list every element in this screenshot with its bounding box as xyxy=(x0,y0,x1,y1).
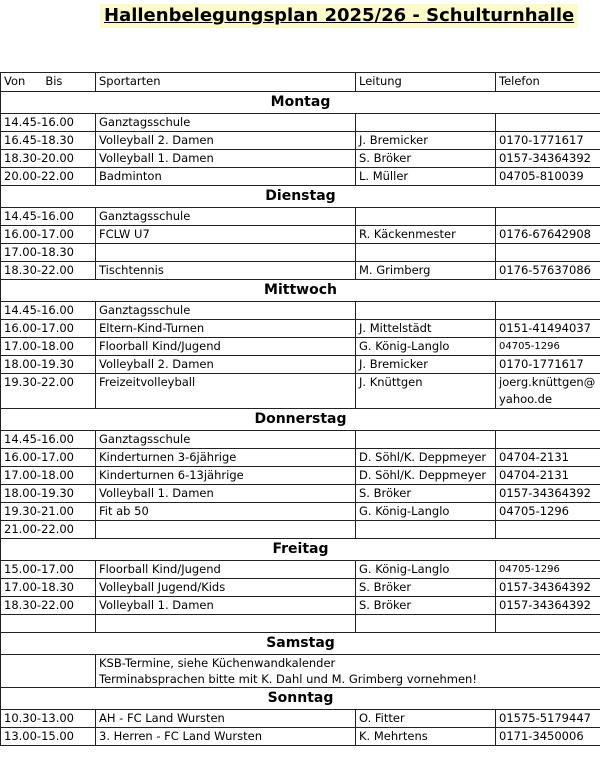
time-cell: 20.00-22.00 xyxy=(1,168,96,186)
sport-cell xyxy=(96,244,356,262)
samstag-note xyxy=(96,655,600,688)
telefon-cell: 0157-34364392 xyxy=(496,579,600,597)
header-von-bis xyxy=(1,73,96,92)
schedule-table xyxy=(0,72,600,746)
time-cell: 21.00-22.00 xyxy=(1,521,96,539)
sport-cell: Floorball Kind/Jugend xyxy=(96,561,356,579)
leitung-cell xyxy=(356,431,496,449)
leitung-cell: G. König-Langlo xyxy=(356,561,496,579)
telefon-cell xyxy=(496,521,600,539)
sport-cell: Tischtennis xyxy=(96,262,356,280)
telefon-cell: 04705-1296 xyxy=(496,503,600,521)
time-cell: 18.30-20.00 xyxy=(1,150,96,168)
day-header-freitag xyxy=(1,539,600,561)
schedule-body xyxy=(1,73,600,746)
schedule-row xyxy=(1,244,600,262)
time-cell: 19.30-21.00 xyxy=(1,503,96,521)
day-header-mittwoch xyxy=(1,280,600,302)
time-cell: 19.30-22.00 xyxy=(1,374,96,409)
day-title: Montag xyxy=(1,92,600,114)
sport-cell: Volleyball Jugend/Kids xyxy=(96,579,356,597)
time-cell: 17.00-18.30 xyxy=(1,244,96,262)
day-header-montag xyxy=(1,92,600,114)
sport-cell: Freizeitvolleyball xyxy=(96,374,356,409)
time-cell: 14.45-16.00 xyxy=(1,302,96,320)
schedule-row xyxy=(1,449,600,467)
time-cell: 17.00-18.00 xyxy=(1,467,96,485)
telefon-cell: 0157-34364392 xyxy=(496,597,600,615)
leitung-cell: D. Söhl/K. Deppmeyer xyxy=(356,449,496,467)
time-cell: 10.30-13.00 xyxy=(1,710,96,728)
schedule-row xyxy=(1,728,600,746)
sport-cell: Ganztagsschule xyxy=(96,302,356,320)
time-cell: 17.00-18.30 xyxy=(1,579,96,597)
sport-cell: FCLW U7 xyxy=(96,226,356,244)
day-header-dienstag xyxy=(1,186,600,208)
schedule-row xyxy=(1,467,600,485)
schedule-row xyxy=(1,431,600,449)
time-cell: 16.00-17.00 xyxy=(1,449,96,467)
schedule-row xyxy=(1,503,600,521)
schedule-row xyxy=(1,168,600,186)
leitung-cell: J. Knüttgen xyxy=(356,374,496,409)
day-title: Mittwoch xyxy=(1,280,600,302)
schedule-row xyxy=(1,150,600,168)
sport-cell: 3. Herren - FC Land Wursten xyxy=(96,728,356,746)
telefon-cell xyxy=(496,114,600,132)
leitung-cell: S. Bröker xyxy=(356,485,496,503)
leitung-cell: D. Söhl/K. Deppmeyer xyxy=(356,467,496,485)
leitung-cell: L. Müller xyxy=(356,168,496,186)
telefon-cell: 0157-34364392 xyxy=(496,150,600,168)
leitung-cell: O. Fitter xyxy=(356,710,496,728)
schedule-row xyxy=(1,226,600,244)
telefon-cell: 0170-1771617 xyxy=(496,132,600,150)
time-cell: 14.45-16.00 xyxy=(1,208,96,226)
schedule-row xyxy=(1,302,600,320)
sport-cell: Volleyball 2. Damen xyxy=(96,356,356,374)
schedule-row xyxy=(1,208,600,226)
sport-cell: Ganztagsschule xyxy=(96,208,356,226)
time-cell: 17.00-18.00 xyxy=(1,338,96,356)
telefon-cell: 04704-2131 xyxy=(496,467,600,485)
header-leitung: Leitung xyxy=(356,73,496,92)
day-title: Dienstag xyxy=(1,186,600,208)
leitung-cell xyxy=(356,114,496,132)
sport-cell: Volleyball 1. Damen xyxy=(96,485,356,503)
day-title: Sonntag xyxy=(1,688,600,710)
samstag-line-1: KSB-Termine, siehe Küchenwandkalender xyxy=(99,656,336,670)
day-title: Donnerstag xyxy=(1,409,600,431)
schedule-row xyxy=(1,356,600,374)
schedule-row xyxy=(1,132,600,150)
telefon-cell: 0151-41494037 xyxy=(496,320,600,338)
sport-cell: Fit ab 50 xyxy=(96,503,356,521)
leitung-cell xyxy=(356,521,496,539)
schedule-row xyxy=(1,615,600,633)
sport-cell xyxy=(96,521,356,539)
leitung-cell: S. Bröker xyxy=(356,579,496,597)
leitung-cell: S. Bröker xyxy=(356,597,496,615)
time-cell: 18.00-19.30 xyxy=(1,485,96,503)
header-bis: Bis xyxy=(45,74,63,88)
leitung-cell: J. Mittelstädt xyxy=(356,320,496,338)
telefon-cell: 0176-67642908 xyxy=(496,226,600,244)
leitung-cell: G. König-Langlo xyxy=(356,338,496,356)
telefon-cell xyxy=(496,615,600,633)
leitung-cell: M. Grimberg xyxy=(356,262,496,280)
leitung-cell xyxy=(356,244,496,262)
telefon-cell: 01575-5179447 xyxy=(496,710,600,728)
header-row xyxy=(1,73,600,92)
sport-cell: Volleyball 2. Damen xyxy=(96,132,356,150)
telefon-cell: 04705-1296 xyxy=(496,561,600,579)
leitung-cell: J. Bremicker xyxy=(356,356,496,374)
telefon-cell xyxy=(496,302,600,320)
telefon-cell: 04704-2131 xyxy=(496,449,600,467)
leitung-cell: S. Bröker xyxy=(356,150,496,168)
time-cell xyxy=(1,615,96,633)
page-title: Hallenbelegungsplan 2025/26 - Schulturnhalle xyxy=(100,4,578,28)
day-header-samstag xyxy=(1,633,600,655)
time-cell: 13.00-15.00 xyxy=(1,728,96,746)
telefon-cell: joerg.knüttgen@ yahoo.de xyxy=(496,374,600,409)
telefon-cell: 04705-810039 xyxy=(496,168,600,186)
schedule-row xyxy=(1,262,600,280)
header-telefon: Telefon xyxy=(496,73,600,92)
schedule-row xyxy=(1,485,600,503)
schedule-row xyxy=(1,597,600,615)
sport-cell: Ganztagsschule xyxy=(96,114,356,132)
sport-cell: Floorball Kind/Jugend xyxy=(96,338,356,356)
time-cell: 18.00-19.30 xyxy=(1,356,96,374)
sport-cell: Volleyball 1. Damen xyxy=(96,150,356,168)
time-cell xyxy=(1,655,96,688)
sport-cell: Eltern-Kind-Turnen xyxy=(96,320,356,338)
schedule-row xyxy=(1,579,600,597)
leitung-cell: G. König-Langlo xyxy=(356,503,496,521)
schedule-row xyxy=(1,561,600,579)
day-title: Samstag xyxy=(1,633,600,655)
sport-cell: AH - FC Land Wursten xyxy=(96,710,356,728)
telefon-cell xyxy=(496,208,600,226)
time-cell: 15.00-17.00 xyxy=(1,561,96,579)
time-cell: 18.30-22.00 xyxy=(1,597,96,615)
header-sportarten: Sportarten xyxy=(96,73,356,92)
schedule-row xyxy=(1,114,600,132)
sport-cell: Ganztagsschule xyxy=(96,431,356,449)
time-cell: 16.00-17.00 xyxy=(1,320,96,338)
day-title: Freitag xyxy=(1,539,600,561)
time-cell: 18.30-22.00 xyxy=(1,262,96,280)
schedule-row xyxy=(1,710,600,728)
sport-cell: Kinderturnen 3-6jährige xyxy=(96,449,356,467)
time-cell: 14.45-16.00 xyxy=(1,431,96,449)
schedule-row xyxy=(1,320,600,338)
leitung-cell: J. Bremicker xyxy=(356,132,496,150)
sport-cell: Badminton xyxy=(96,168,356,186)
telefon-cell: 0176-57637086 xyxy=(496,262,600,280)
time-cell: 14.45-16.00 xyxy=(1,114,96,132)
schedule-row xyxy=(1,374,600,409)
day-header-sonntag xyxy=(1,688,600,710)
samstag-line-2: Terminabsprachen bitte mit K. Dahl und M. Grimberg vornehmen! xyxy=(99,672,477,686)
telefon-cell: 0157-34364392 xyxy=(496,485,600,503)
schedule-row xyxy=(1,521,600,539)
telefon-cell: 04705-1296 xyxy=(496,338,600,356)
leitung-cell: R. Käckenmester xyxy=(356,226,496,244)
sport-cell xyxy=(96,615,356,633)
leitung-cell xyxy=(356,302,496,320)
day-header-donnerstag xyxy=(1,409,600,431)
time-cell: 16.00-17.00 xyxy=(1,226,96,244)
samstag-row xyxy=(1,655,600,688)
telefon-cell xyxy=(496,431,600,449)
sport-cell: Kinderturnen 6-13jährige xyxy=(96,467,356,485)
telefon-cell: 0170-1771617 xyxy=(496,356,600,374)
telefon-cell xyxy=(496,244,600,262)
leitung-cell xyxy=(356,208,496,226)
schedule-row xyxy=(1,338,600,356)
telefon-cell: 0171-3450006 xyxy=(496,728,600,746)
sport-cell: Volleyball 1. Damen xyxy=(96,597,356,615)
leitung-cell: K. Mehrtens xyxy=(356,728,496,746)
header-von: Von xyxy=(4,74,26,88)
time-cell: 16.45-18.30 xyxy=(1,132,96,150)
leitung-cell xyxy=(356,615,496,633)
